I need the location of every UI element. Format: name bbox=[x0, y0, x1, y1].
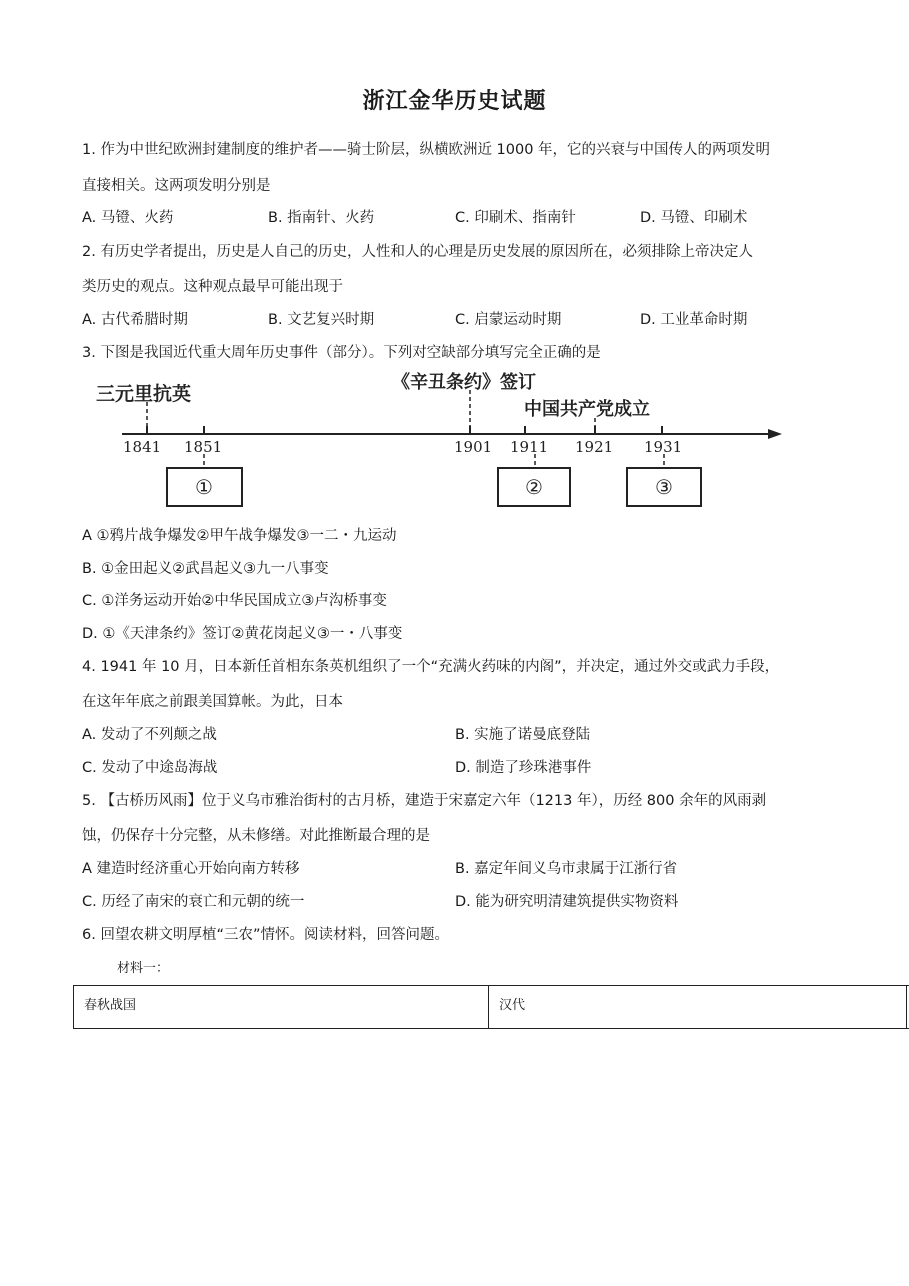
question-3-text: 3. 下图是我国近代重大周年历史事件（部分）。下列对空缺部分填写完全正确的是 bbox=[82, 345, 601, 361]
question-2-text: 2. 有历史学者提出，历史是人自己的历史，人性和人的心理是历史发展的原因所在，必须排除上帝决定人 bbox=[82, 244, 753, 260]
question-4-text: 4. 1941 年 10 月，日本新任首相东条英机组织了一个“充满火药味的内阁”，并决定，通过外交或武力手段， bbox=[82, 659, 780, 675]
q3-option-d: D. ①《天津条约》签订②黄花岗起义③一・八事变 bbox=[82, 626, 403, 642]
question-1-text-cont: 直接相关。这两项发明分别是 bbox=[82, 178, 271, 194]
blank-marker-3: ③ bbox=[655, 475, 673, 499]
question-2-text-cont: 类历史的观点。这种观点最早可能出现于 bbox=[82, 279, 343, 295]
page-title: 浙江金华历史试题 bbox=[362, 89, 547, 114]
question-4-text-cont: 在这年年底之前跟美国算帐。为此，日本 bbox=[82, 694, 343, 710]
timeline-arrow bbox=[768, 429, 782, 439]
q4-option-c: C. 发动了中途岛海战 bbox=[82, 760, 218, 776]
q2-option-d: D. 工业革命时期 bbox=[640, 312, 748, 328]
material-table bbox=[73, 985, 909, 1029]
q4-option-d: D. 制造了珍珠港事件 bbox=[455, 760, 592, 776]
year-label-1851: 1851 bbox=[184, 438, 223, 456]
q4-option-a: A. 发动了不列颠之战 bbox=[82, 727, 217, 743]
q3-option-c: C. ①洋务运动开始②中华民国成立③卢沟桥事变 bbox=[82, 593, 387, 609]
q2-option-c: C. 启蒙运动时期 bbox=[455, 312, 562, 328]
question-1-text: 1. 作为中世纪欧洲封建制度的维护者——骑士阶层，纵横欧洲近 1000 年，它的兴衰与中国传人的两项发明 bbox=[82, 142, 771, 158]
timeline-svg bbox=[92, 368, 792, 508]
q1-option-c: C. 印刷术、指南针 bbox=[455, 210, 576, 226]
year-label-1911: 1911 bbox=[510, 438, 549, 456]
year-label-1901: 1901 bbox=[454, 438, 493, 456]
year-label-1921: 1921 bbox=[575, 438, 614, 456]
q2-option-a: A. 古代希腊时期 bbox=[82, 312, 188, 328]
q5-option-b: B. 嘉定年间义乌市隶属于江浙行省 bbox=[455, 861, 678, 877]
question-6-text: 6. 回望农耕文明厚植“三农”情怀。阅读材料，回答问题。 bbox=[82, 927, 449, 943]
material-label: 材料一： bbox=[117, 961, 170, 976]
year-label-1841: 1841 bbox=[123, 438, 162, 456]
q5-option-d: D. 能为研究明清建筑提供实物资料 bbox=[455, 894, 679, 910]
question-5-text-cont: 蚀，仍保存十分完整，从未修缮。对此推断最合理的是 bbox=[82, 828, 430, 844]
q2-option-b: B. 文艺复兴时期 bbox=[268, 312, 375, 328]
table-header-cell: 汉代 bbox=[489, 986, 907, 1028]
q1-option-b: B. 指南针、火药 bbox=[268, 210, 375, 226]
q3-option-a: A ①鸦片战争爆发②甲午战争爆发③一二・九运动 bbox=[82, 528, 397, 544]
q1-option-d: D. 马镫、印刷术 bbox=[640, 210, 748, 226]
blank-marker-2: ② bbox=[525, 475, 543, 499]
year-label-1931: 1931 bbox=[644, 438, 683, 456]
q5-option-c: C. 历经了南宋的衰亡和元朝的统一 bbox=[82, 894, 305, 910]
q5-option-a: A 建造时经济重心开始向南方转移 bbox=[82, 861, 300, 877]
q4-option-b: B. 实施了诺曼底登陆 bbox=[455, 727, 591, 743]
q3-option-b: B. ①金田起义②武昌起义③九一八事变 bbox=[82, 561, 329, 577]
blank-marker-1: ① bbox=[195, 475, 213, 499]
q1-option-a: A. 马镫、火药 bbox=[82, 210, 174, 226]
event-label-1921: 中国共产党成立 bbox=[524, 399, 650, 420]
timeline-figure bbox=[92, 368, 792, 508]
table-header-cell: 春秋战国 bbox=[74, 986, 489, 1028]
event-label-1901: 《辛丑条约》签订 bbox=[392, 372, 536, 393]
event-label-1841: 三元里抗英 bbox=[96, 383, 192, 405]
question-5-text: 5. 【古桥历风雨】位于义乌市雅治街村的古月桥，建造于宋嘉定六年（1213 年），历经 800 余年的风雨剥 bbox=[82, 793, 767, 809]
